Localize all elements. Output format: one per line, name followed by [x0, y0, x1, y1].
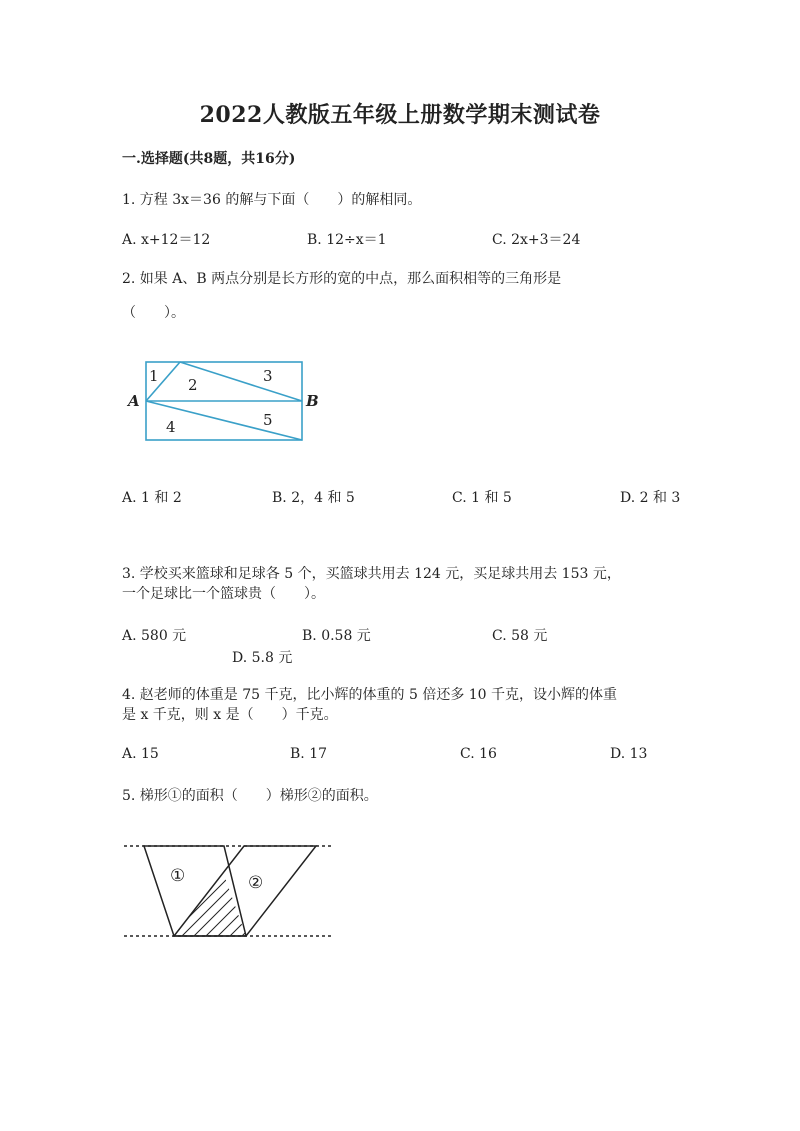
question-5-text: 5. 梯形①的面积（ ）梯形②的面积。: [122, 788, 378, 804]
region-label-1: 1: [149, 367, 159, 385]
rectangle-triangles-figure: [120, 352, 330, 452]
section-heading: 一.选择题(共8题，共16分): [122, 151, 296, 167]
question-4-option-b: B. 17: [290, 746, 328, 762]
trapezoid-label-2: ②: [248, 873, 264, 893]
question-3-option-b: B. 0.58 元: [302, 628, 371, 644]
figure-line-top-b: [180, 362, 302, 401]
question-3-option-c: C. 58 元: [492, 628, 548, 644]
question-4-text-line-2: 是 x 千克，则 x 是（ ）千克。: [122, 707, 338, 723]
question-4-text-line-1: 4. 赵老师的体重是 75 千克，比小辉的体重的 5 倍还多 10 千克，设小辉的体重: [122, 687, 618, 703]
question-3-option-d: D. 5.8 元: [232, 650, 293, 666]
question-2-option-d: D. 2 和 3: [620, 490, 681, 506]
question-3-text-line-2: 一个足球比一个篮球贵（ ）。: [122, 586, 325, 602]
question-2-option-a: A. 1 和 2: [122, 490, 182, 506]
point-label-a: A: [128, 392, 140, 410]
region-label-4: 4: [166, 418, 176, 436]
trapezoid-label-1: ①: [170, 866, 186, 886]
question-2-text-line-2: （ ）。: [122, 305, 185, 321]
question-1-option-a: A. x+12＝12: [122, 232, 211, 248]
region-label-2: 2: [188, 376, 198, 394]
page-title: 2022人教版五年级上册数学期末测试卷: [199, 102, 601, 128]
question-1-option-c: C. 2x+3＝24: [492, 232, 581, 248]
question-1-option-b: B. 12÷x＝1: [307, 232, 387, 248]
question-3-option-a: A. 580 元: [122, 628, 187, 644]
question-4-option-d: D. 13: [610, 746, 648, 762]
question-1-text: 1. 方程 3x＝36 的解与下面（ ）的解相同。: [122, 192, 422, 208]
question-2-text-line-1: 2. 如果 A、B 两点分别是长方形的宽的中点，那么面积相等的三角形是: [122, 271, 562, 287]
region-label-5: 5: [263, 411, 273, 429]
question-3-text-line-1: 3. 学校买来篮球和足球各 5 个，买篮球共用去 124 元，买足球共用去 153 元，: [122, 566, 621, 582]
question-4-option-c: C. 16: [460, 746, 497, 762]
question-2-option-b: B. 2，4 和 5: [272, 490, 355, 506]
region-label-3: 3: [263, 367, 273, 385]
trapezoid-figure: [120, 836, 340, 946]
question-2-option-c: C. 1 和 5: [452, 490, 512, 506]
question-4-option-a: A. 15: [122, 746, 159, 762]
point-label-b: B: [306, 392, 319, 410]
